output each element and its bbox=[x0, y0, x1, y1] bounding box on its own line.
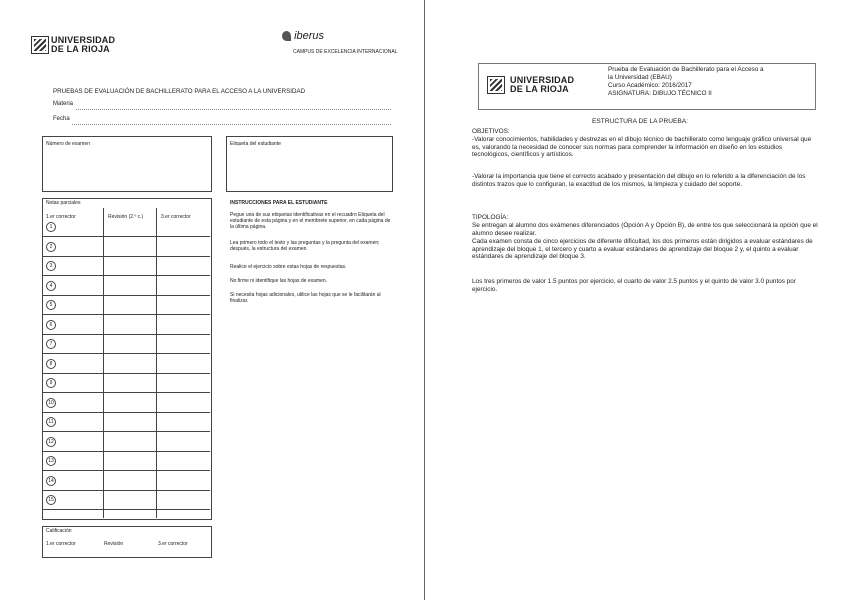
tipologia-paragraph-1: Se entregan al alumno dos exámenes diferenciados (Opción A y Opción B), de entre los que seleccionará la opción que el alumno desee realizar. bbox=[472, 222, 818, 237]
instructions-title: INSTRUCCIONES PARA EL ESTUDIANTE bbox=[230, 200, 328, 206]
header-line-1: Prueba de Evaluación de Bachillerato para el Acceso a bbox=[608, 66, 764, 73]
question-number: 13 bbox=[46, 456, 56, 466]
question-number: 8 bbox=[46, 359, 56, 369]
fecha-label: Fecha bbox=[53, 116, 70, 122]
question-number: 2 bbox=[46, 242, 56, 252]
question-row-line bbox=[42, 509, 210, 510]
question-row-line bbox=[42, 490, 210, 491]
question-number: 6 bbox=[46, 320, 56, 330]
iberus-logo bbox=[282, 30, 324, 42]
column-2-header: Revisión (2.º c.) bbox=[108, 214, 144, 220]
notas-parciales-table bbox=[42, 198, 212, 520]
question-row-line bbox=[42, 451, 210, 452]
question-number: 3 bbox=[46, 261, 56, 271]
question-number: 10 bbox=[46, 398, 56, 408]
university-line-2: DE LA RIOJA bbox=[51, 44, 110, 54]
question-row-line bbox=[42, 295, 210, 296]
puntuacion-paragraph: Los tres primeros de valor 1.5 puntos por ejercicio, el cuarto de valor 2.5 puntos y el quinto de valor 3.0 puntos por ejercicio. bbox=[472, 278, 796, 293]
materia-label: Materia bbox=[53, 101, 74, 107]
objetivos-paragraph-1: -Valorar conocimientos, habilidades y destrezas en el dibujo técnico de bachillerato como lenguaje gráfico universal que es, valorando la necesidad de conocer sus normas para comprender la información en diseño en los estudios tecnológicos, científicos y artísticos. bbox=[472, 136, 812, 159]
question-number: 5 bbox=[46, 300, 56, 310]
etiqueta-label: Etiqueta del estudiante bbox=[230, 141, 281, 147]
right-header-lines bbox=[608, 66, 813, 98]
table-divider-1 bbox=[103, 208, 104, 518]
tipologia-title: TIPOLOGÍA: bbox=[472, 214, 509, 221]
question-row-line bbox=[42, 314, 210, 315]
materia-line bbox=[76, 109, 391, 110]
tipologia-paragraph-2: Cada examen consta de cinco ejercicios de diferente dificultad, los dos primeros están dirigidos a evaluar estándares de aprendizaje del bloque 1, el tercero y cuarto a evaluar estándares de aprendizaje del bloque 2 y, el quinto a evaluar estándares de aprendizaje del bloque 3. bbox=[472, 238, 813, 261]
iberus-subtitle: CAMPUS DE EXCELENCIA INTERNACIONAL bbox=[293, 49, 398, 55]
right-university-line-2: DE LA RIOJA bbox=[510, 84, 569, 94]
notas-parciales-label: Notas parciales bbox=[46, 200, 81, 206]
question-row-line bbox=[42, 392, 210, 393]
question-row-line bbox=[42, 256, 210, 257]
left-university-name bbox=[51, 36, 115, 54]
header-line-3: Curso Académico: 2016/2017 bbox=[608, 82, 692, 89]
objetivos-paragraph-2: -Valorar la importancia que tiene el correcto acabado y presentación del dibujo en lo referido a la diferenciación de los distintos trazos que lo configuran, la exactitud de los mismos, la limpieza y cuidado del soporte. bbox=[472, 173, 806, 188]
instruction-4: No firme ni identifique las hojas de examen. bbox=[230, 278, 327, 284]
column-3-header: 3.er corrector bbox=[161, 214, 191, 220]
header-line-2: la Universidad (EBAU) bbox=[608, 74, 672, 81]
question-row-line bbox=[42, 412, 210, 413]
question-number: 9 bbox=[46, 378, 56, 388]
iberus-leaf-icon bbox=[282, 31, 291, 41]
question-number: 12 bbox=[46, 437, 56, 447]
question-row-line bbox=[42, 470, 210, 471]
objetivos-title: OBJETIVOS: bbox=[472, 128, 510, 135]
calificacion-label: Calificación bbox=[46, 528, 72, 534]
right-university-line-1: UNIVERSIDAD bbox=[510, 75, 575, 85]
question-row-line bbox=[42, 353, 210, 354]
calificacion-col-2: Revisión bbox=[104, 541, 124, 547]
question-number: 11 bbox=[46, 417, 56, 427]
instruction-1: Pegue una de sus etiquetas identificativas en el recuadro Etiqueta del estudiante de esta página y en el membrete superior, en cada página de la última página. bbox=[230, 212, 391, 230]
question-row-line bbox=[42, 236, 210, 237]
question-row-line bbox=[42, 275, 210, 276]
column-1-header: 1.er corrector bbox=[46, 214, 76, 220]
question-number: 1 bbox=[46, 222, 56, 232]
structure-heading: ESTRUCTURA DE LA PRUEBA: bbox=[592, 118, 688, 125]
question-number: 7 bbox=[46, 339, 56, 349]
right-university-logo-icon bbox=[487, 76, 505, 94]
exam-title: PRUEBAS DE EVALUACIÓN DE BACHILLERATO PARA EL ACCESO A LA UNIVERSIDAD bbox=[53, 88, 306, 95]
university-logo-icon bbox=[31, 36, 49, 54]
instruction-3: Realice el ejercicio sobre estas hojas de respuestas. bbox=[230, 264, 347, 270]
right-university-name bbox=[510, 76, 574, 94]
calificacion-col-3: 3.er corrector bbox=[158, 541, 188, 547]
instruction-5: Si necesita hojas adicionales, utilice las hojas que se le facilitarán al finalizar. bbox=[230, 292, 381, 304]
iberus-name: iberus bbox=[294, 30, 325, 42]
page-gutter bbox=[424, 0, 425, 600]
header-line-4: ASIGNATURA: DIBUJO TÉCNICO II bbox=[608, 90, 712, 97]
question-row-line bbox=[42, 334, 210, 335]
question-number: 14 bbox=[46, 476, 56, 486]
fecha-line bbox=[72, 124, 391, 125]
question-number: 15 bbox=[46, 495, 56, 505]
question-row-line bbox=[42, 373, 210, 374]
instruction-2: Lea primero todo el texto y las preguntas y la pregunta del examen; después, la estructura del examen. bbox=[230, 240, 380, 252]
calificacion-col-1: 1.er corrector bbox=[46, 541, 76, 547]
numero-examen-label: Número de examen bbox=[46, 141, 90, 147]
table-divider-2 bbox=[156, 208, 157, 518]
question-number: 4 bbox=[46, 281, 56, 291]
question-row-line bbox=[42, 431, 210, 432]
university-line-1: UNIVERSIDAD bbox=[51, 35, 116, 45]
